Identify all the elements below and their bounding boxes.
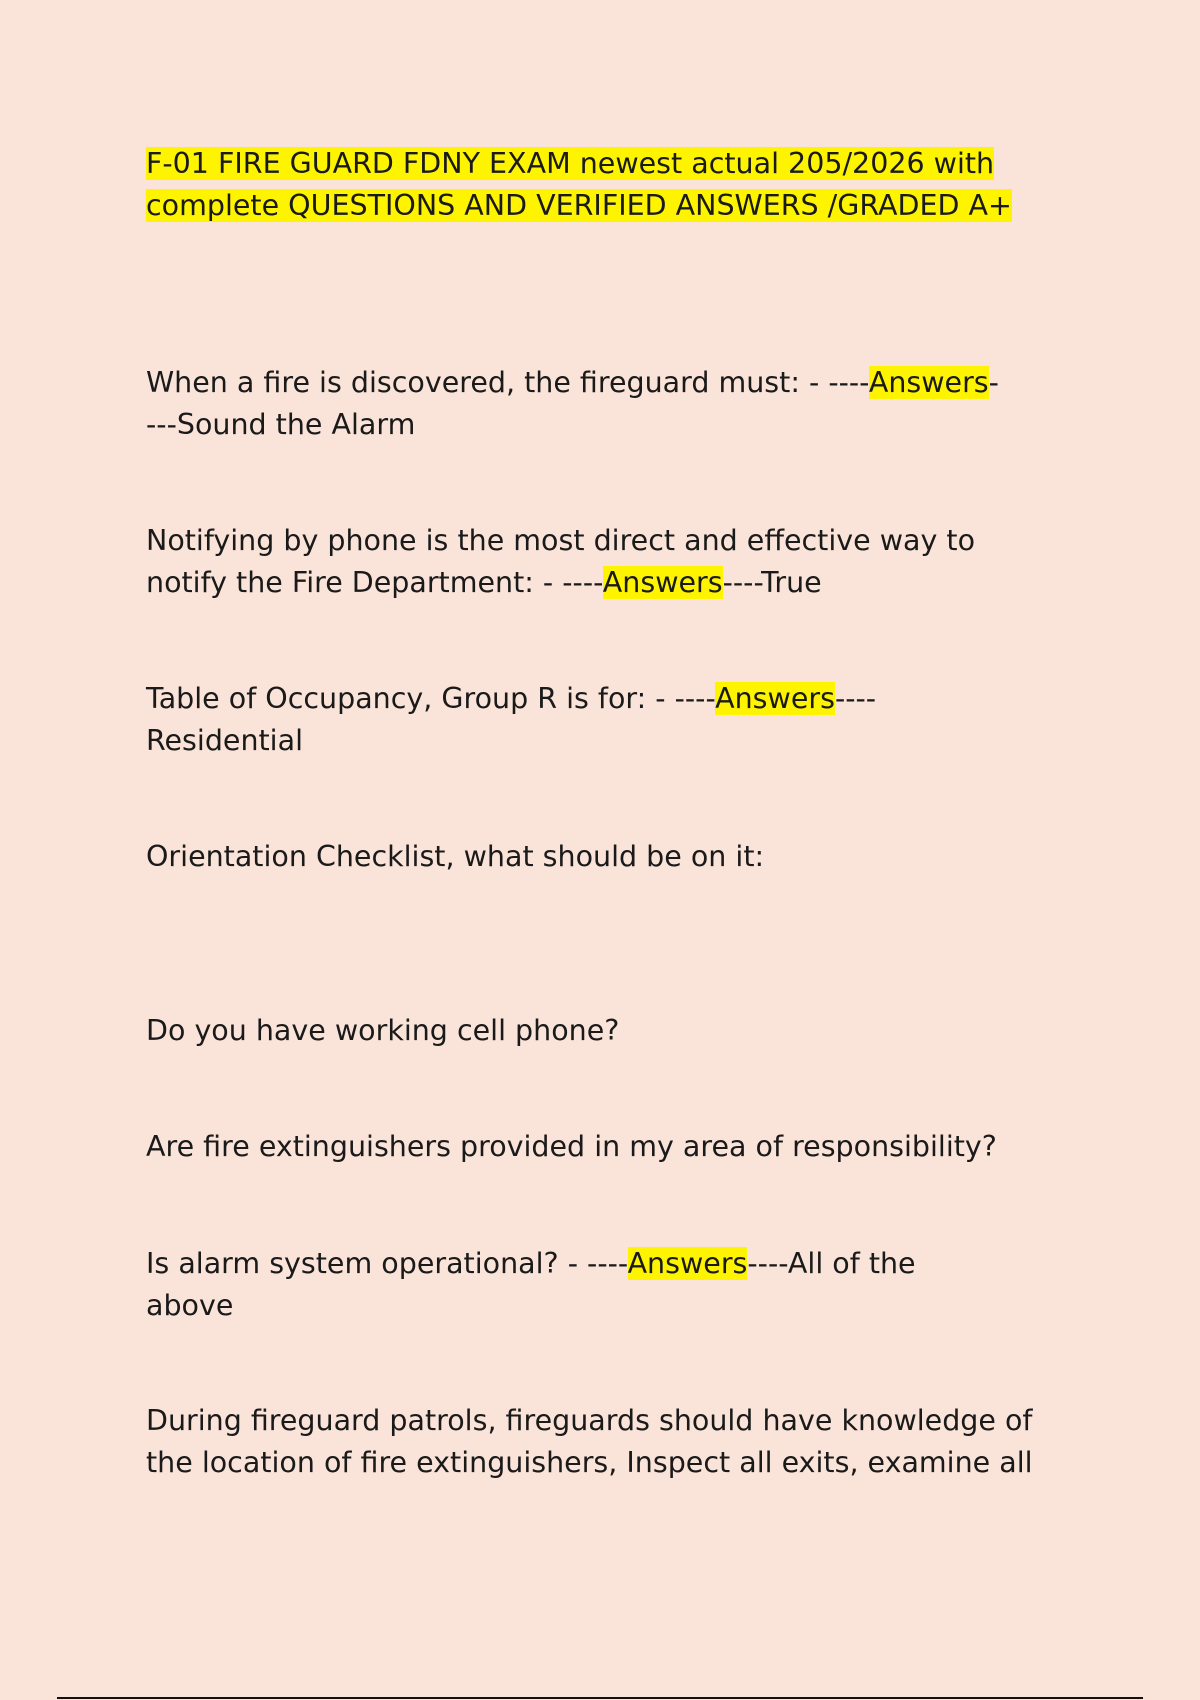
answer-text-cont: above xyxy=(146,1289,234,1322)
qa-item-notify-phone xyxy=(146,520,1076,604)
document-title xyxy=(146,143,1076,227)
question-text-cont: notify the Fire Department: - ---- xyxy=(146,566,603,599)
answers-label: Answers xyxy=(602,566,723,599)
question-text: Is alarm system operational? - ---- xyxy=(146,1247,628,1280)
question-text: Table of Occupancy, Group R is for: - ---- xyxy=(146,682,716,715)
title-line-1: F-01 FIRE GUARD FDNY EXAM newest actual 205/2026 with xyxy=(146,147,995,180)
qa-item-fireguard-patrols xyxy=(146,1400,1076,1484)
answers-label: Answers xyxy=(868,366,989,399)
page-bottom-rule xyxy=(57,1697,1143,1699)
question-text: When a fire is discovered, the fireguard must: - ---- xyxy=(146,366,869,399)
question-suffix: - xyxy=(988,366,999,399)
answers-label: Answers xyxy=(715,682,835,715)
question-suffix: ---- xyxy=(834,682,877,715)
question-text: Notifying by phone is the most direct and effective way to xyxy=(146,524,976,557)
checklist-item-extinguishers: Are fire extinguishers provided in my area of responsibility? xyxy=(146,1130,997,1163)
answer-text: Residential xyxy=(146,724,303,757)
question-text-cont: the location of fire extinguishers, Inspect all exits, examine all xyxy=(146,1446,1033,1479)
qa-item-fire-discovered xyxy=(146,362,1076,446)
answers-label: Answers xyxy=(627,1247,748,1280)
orientation-checklist-heading: Orientation Checklist, what should be on it: xyxy=(146,840,765,873)
title-line-2: complete QUESTIONS AND VERIFIED ANSWERS /GRADED A+ xyxy=(146,189,1012,222)
answer-text: ----All of the xyxy=(747,1247,916,1280)
qa-item-occupancy-group-r xyxy=(146,678,1076,762)
checklist-item-cell-phone: Do you have working cell phone? xyxy=(146,1014,620,1047)
answer-text: ---Sound the Alarm xyxy=(146,408,416,441)
question-text: During fireguard patrols, fireguards should have knowledge of xyxy=(146,1404,1033,1437)
qa-item-alarm-system xyxy=(146,1243,1076,1327)
answer-text: ----True xyxy=(722,566,822,599)
